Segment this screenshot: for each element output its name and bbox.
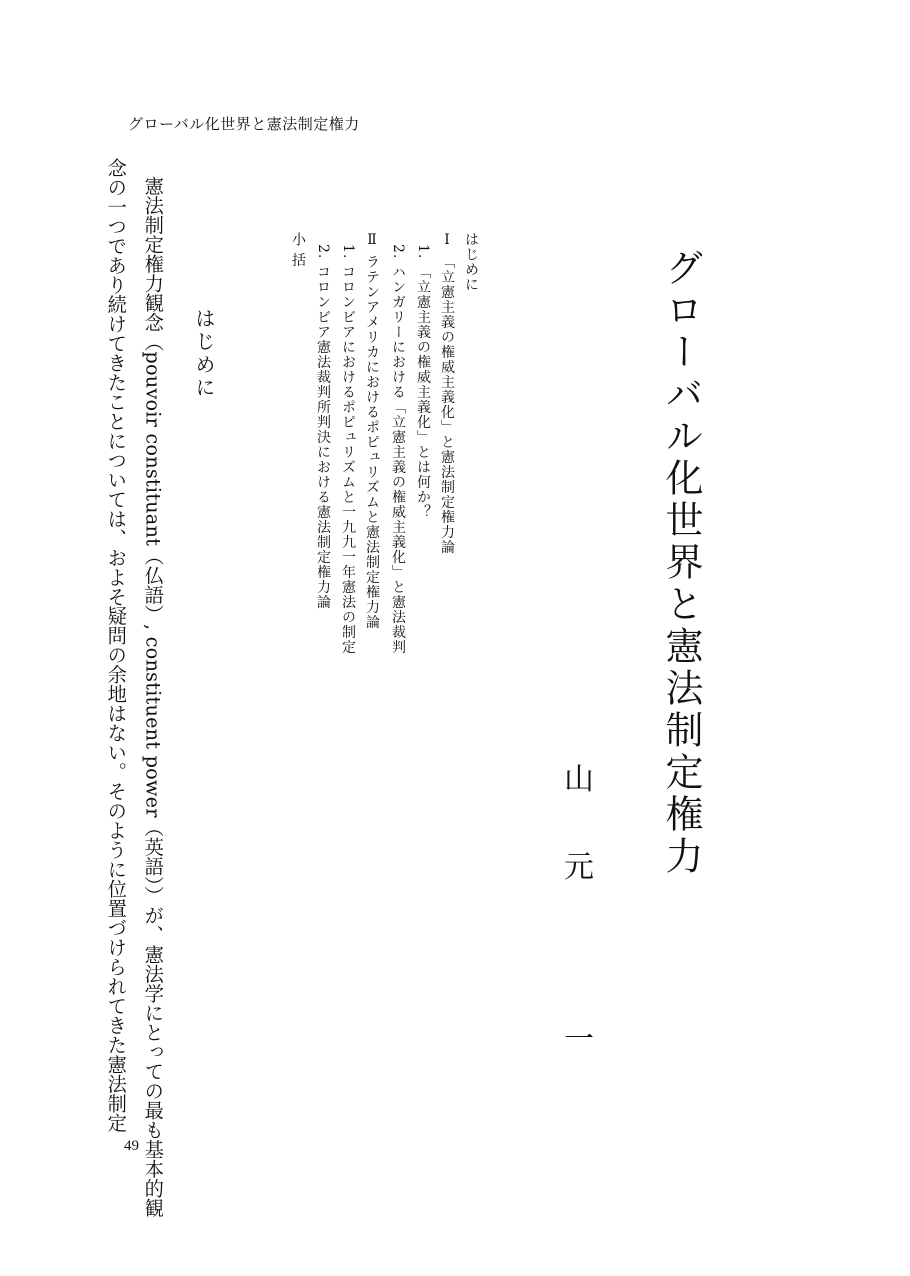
toc-item: 2. コロンビア憲法裁判所判決における憲法制定権力論 [315,244,331,610]
toc-item: Ⅱ ラテンアメリカにおけるポピュリズムと憲法制定権力論 [364,232,380,630]
section-heading: はじめに [192,308,216,400]
article-title: グローバル化世界と憲法制定権力 [659,248,703,878]
body-text-line: 憲法制定権力観念（pouvoir constituant（仏語）, constituent power（英語））が、憲法学にとっての最も基本的観 [141,176,165,1218]
toc-item: 1. コロンビアにおけるポピュリズムと一九九一年憲法の制定 [340,244,356,655]
author-char: 山 [564,762,594,797]
toc-item: Ⅰ 「立憲主義の権威主義化」と憲法制定権力論 [439,232,455,555]
toc-item: はじめに [463,232,479,292]
toc-item: 小 括 [290,232,306,268]
body-text-line: 念の一つであり続けてきたことについては、およそ疑問の余地はない。そのように位置づけられてきた憲法制定 [104,158,128,1133]
toc-item: 1. 「立憲主義の権威主義化」とは何か？ [415,244,431,520]
toc-item: 2. ハンガリーにおける「立憲主義の権威主義化」と憲法裁判 [390,244,406,655]
author-char: 元 [564,850,594,885]
author-char: 一 [564,1022,594,1057]
author-name [560,0,600,1276]
running-head: グローバル化世界と憲法制定権力 [128,115,360,133]
page-number: 49 [124,1138,139,1154]
